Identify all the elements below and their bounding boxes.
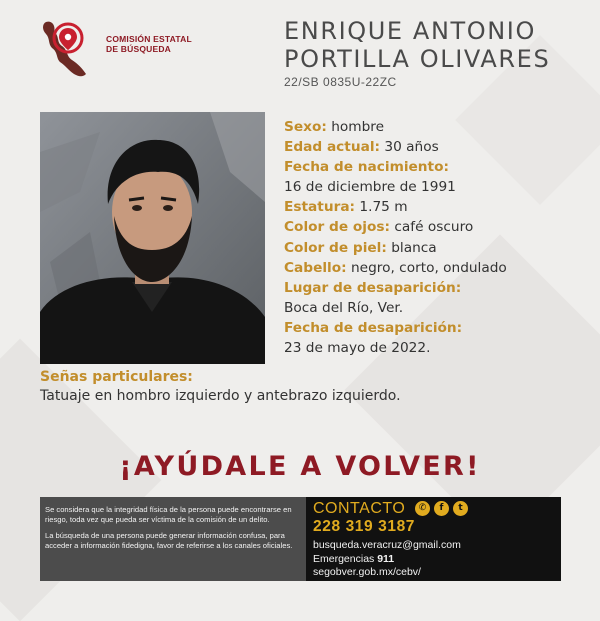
folio-number: 22/SB 0835U-22ZC <box>284 75 397 89</box>
social-icons <box>415 501 468 516</box>
detail-label: Cabello: <box>284 259 347 276</box>
detail-piel <box>284 238 594 258</box>
comision-logo <box>38 16 218 86</box>
detail-value: café oscuro <box>394 219 474 236</box>
detail-value: 30 años <box>384 139 439 156</box>
detail-fecha-desap-label <box>284 318 594 338</box>
location-pin-map-icon <box>38 16 108 86</box>
detail-label: Fecha de desaparición: <box>284 319 463 336</box>
detail-value: 16 de diciembre de 1991 <box>284 179 456 196</box>
detail-label: Color de ojos: <box>284 219 391 236</box>
person-photo <box>40 112 265 364</box>
contact-emergencias <box>313 553 461 567</box>
detail-label: Fecha de nacimiento: <box>284 159 449 176</box>
logo-text <box>106 34 221 54</box>
detail-sexo <box>284 117 594 137</box>
whatsapp-icon[interactable]: ✆ <box>415 501 430 516</box>
person-name-line2: PORTILLA OLIVARES <box>284 45 551 73</box>
contact-website[interactable]: segobver.gob.mx/cebv/ <box>313 566 421 578</box>
senas-text: Tatuaje en hombro izquierdo y antebrazo izquierdo. <box>40 388 401 404</box>
detail-label: Edad actual: <box>284 139 380 156</box>
detail-label: Color de piel: <box>284 239 387 256</box>
detail-fecha-desap-value <box>284 338 594 358</box>
detail-value: Boca del Río, Ver. <box>284 299 404 316</box>
contact-title: CONTACTO <box>313 500 406 517</box>
contact-email[interactable]: busqueda.veracruz@gmail.com <box>313 539 461 551</box>
detail-lugar-value <box>284 298 594 318</box>
detail-cabello <box>284 258 594 278</box>
disclaimer-paragraph: Se considera que la integridad física de la persona puede encontrarse en riesgo, toda vez que pueda ser víctima de la comisión de un delito. <box>45 505 292 524</box>
detail-value: 1.75 m <box>359 199 408 216</box>
slogan-heading: ¡AYÚDALE A VOLVER! <box>119 451 481 482</box>
contact-lines <box>313 539 461 580</box>
person-details <box>284 117 594 358</box>
detail-edad <box>284 137 594 157</box>
twitter-icon[interactable]: t <box>453 501 468 516</box>
emergencias-label: Emergencias <box>313 552 375 565</box>
detail-ojos <box>284 217 594 237</box>
detail-label: Sexo: <box>284 119 327 135</box>
detail-value: blanca <box>391 239 437 256</box>
detail-value: negro, corto, ondulado <box>350 259 507 276</box>
facebook-icon[interactable]: f <box>434 501 449 516</box>
disclaimer-paragraph: La búsqueda de una persona puede generar información confusa, para acceder a información fidedigna, favor de referirse a los canales oficiales. <box>45 531 293 550</box>
detail-label: Estatura: <box>284 199 356 216</box>
detail-estatura <box>284 197 594 217</box>
detail-label: Lugar de desaparición: <box>284 279 462 296</box>
detail-lugar-label <box>284 278 594 298</box>
senas-label: Señas particulares: <box>40 369 193 385</box>
disclaimer-box <box>40 497 306 581</box>
detail-nacimiento-value <box>284 177 594 197</box>
emergencias-number[interactable]: 911 <box>377 552 395 565</box>
detail-value: 23 de mayo de 2022. <box>284 340 431 357</box>
person-name-line1: ENRIQUE ANTONIO <box>284 17 536 45</box>
logo-text-line2: DE BÚSQUEDA <box>106 44 172 54</box>
detail-nacimiento-label <box>284 157 594 177</box>
logo-text-line1: COMISIÓN ESTATAL <box>106 34 192 44</box>
contact-phone[interactable]: 228 319 3187 <box>313 518 416 535</box>
detail-value: hombre <box>331 119 385 135</box>
portrait-image <box>40 112 265 364</box>
contact-box <box>306 497 561 581</box>
